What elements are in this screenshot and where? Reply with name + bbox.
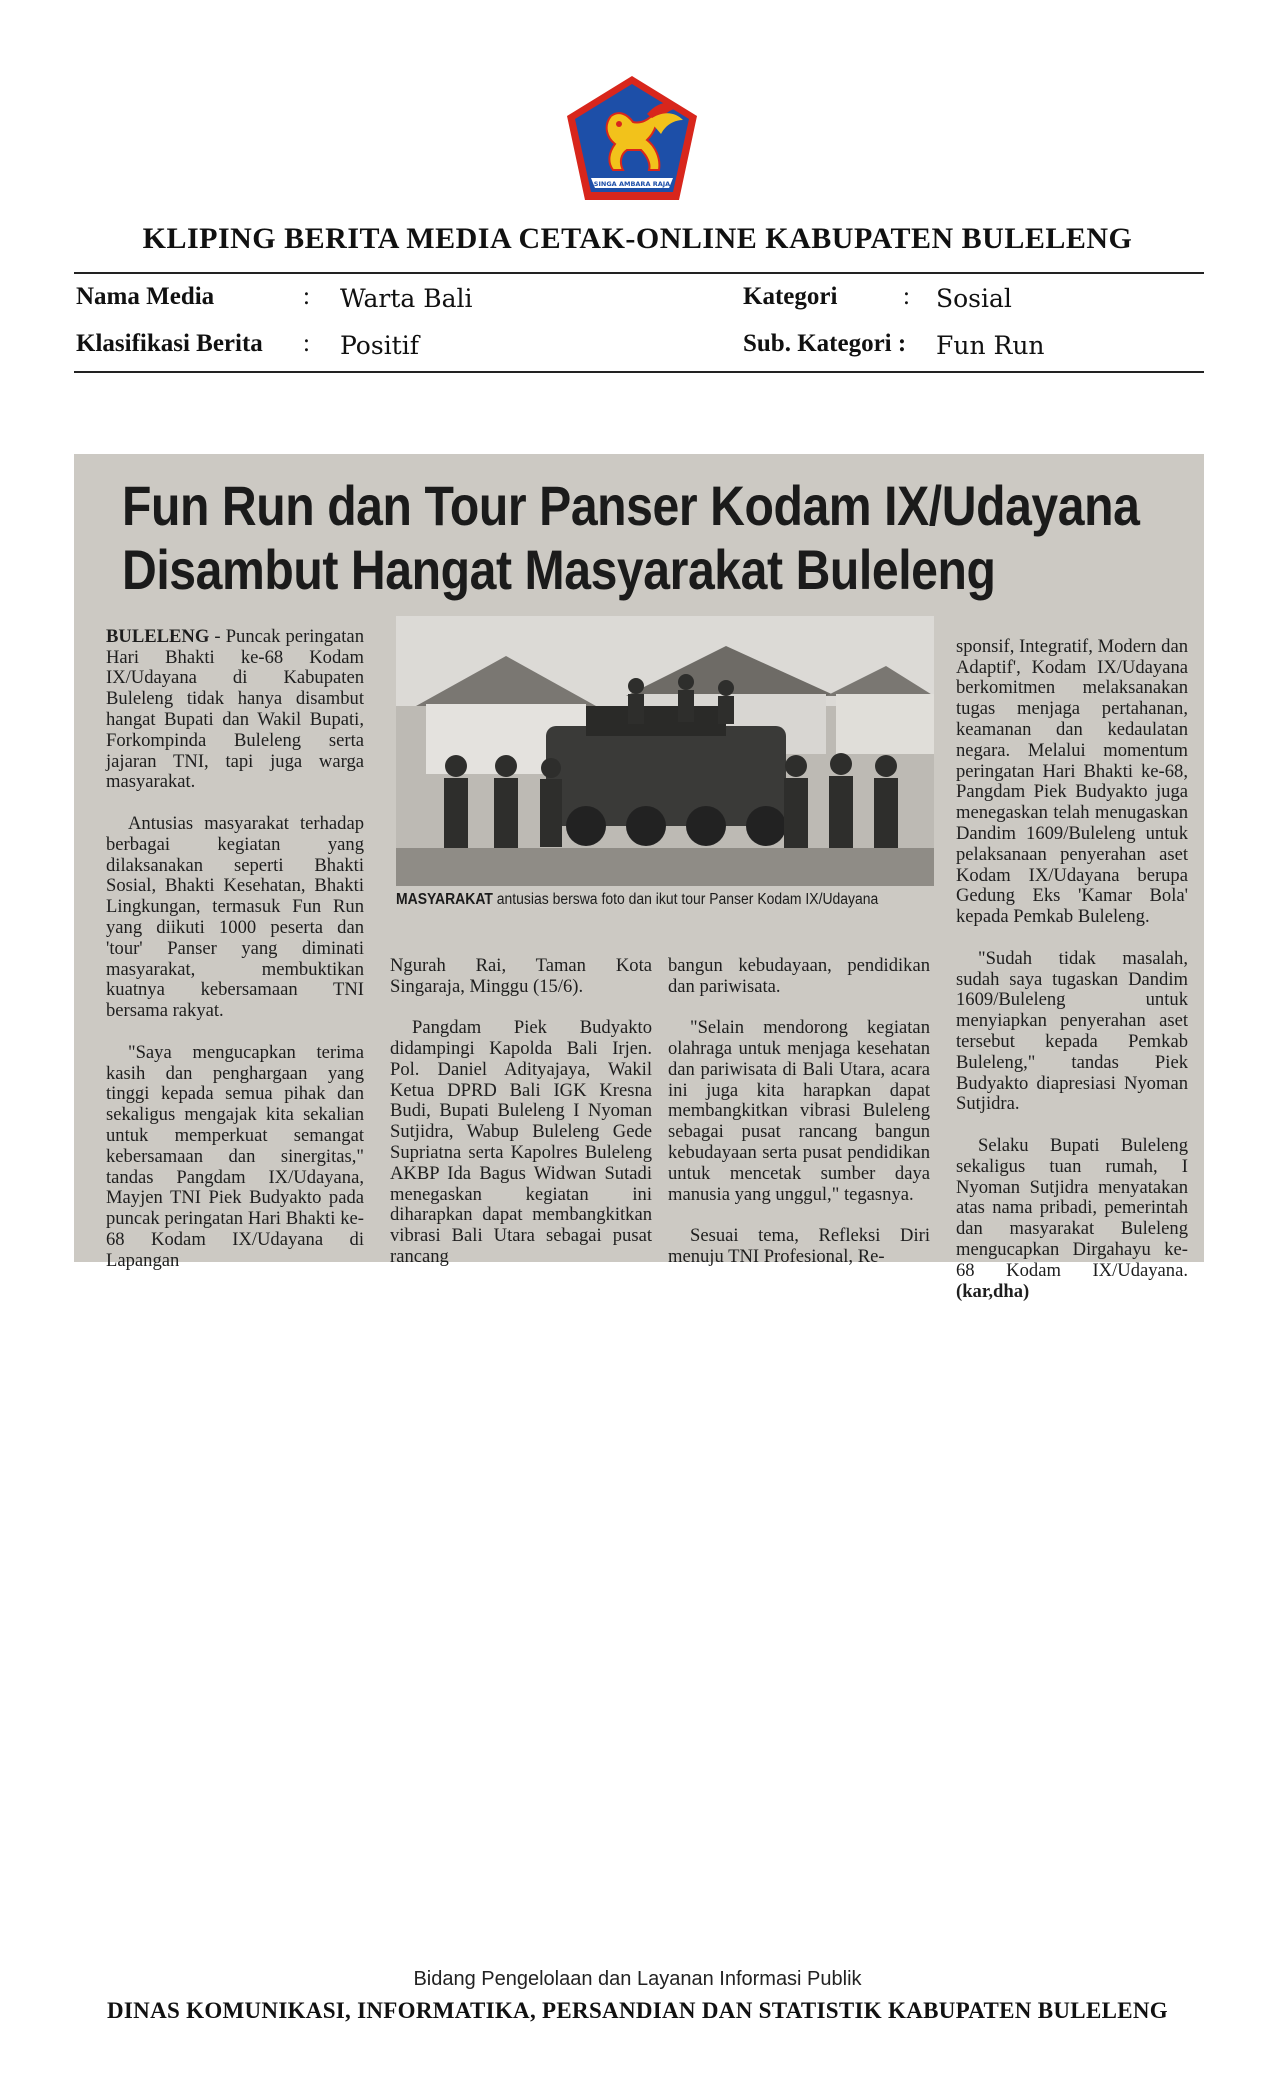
- article-byline: (kar,dha): [956, 1280, 1030, 1302]
- header-divider-bottom: [74, 371, 1204, 373]
- article-photo: [396, 616, 934, 886]
- media-label: Nama Media: [76, 283, 215, 310]
- article-headline-line1: Fun Run dan Tour Panser Kodam IX/Udayana: [122, 474, 1140, 537]
- article-column-3: [668, 935, 930, 1289]
- article-column-4: [956, 616, 1188, 1323]
- article-column-1: [106, 606, 364, 1292]
- article-col3-paragraph-1: bangun kebudayaan, pendidikan dan pariwisata.: [668, 954, 930, 997]
- klasifikasi-value: Positif: [340, 331, 419, 360]
- article-col2-paragraph-1: Ngurah Rai, Taman Kota Singaraja, Minggu (15/6).: [390, 954, 652, 997]
- kategori-label: Kategori: [743, 283, 838, 310]
- klasifikasi-label: Klasifikasi Berita: [76, 330, 263, 357]
- footer-department: Bidang Pengelolaan dan Layanan Informasi Publik: [413, 1968, 862, 1990]
- newspaper-clipping: [74, 454, 1204, 1302]
- article-col2-paragraph-2: Pangdam Piek Budyakto didampingi Kapolda Bali Irjen. Pol. Daniel Adityajaya, Wakil Ketua DPRD Bali IGK Kresna Budi, Bupati Buleleng I Nyoman Sutjidra, Wabup Buleleng Gede Supriatna serta Kapolres Buleleng AKBP Ida Bagus Widwan Sutadi menegaskan kegiatan ini diharapkan dapat membangkitkan vibrasi Bali Utara sebagai pusat rancang: [390, 1017, 652, 1267]
- photo-caption-text: antusias berswa foto dan ikut tour Panser Kodam IX/Udayana: [492, 891, 879, 908]
- media-colon: :: [303, 283, 310, 310]
- klasifikasi-colon: :: [303, 330, 310, 357]
- article-dateline: BULELENG: [106, 625, 210, 647]
- article-col3-paragraph-2: "Selain mendorong kegiatan olahraga untuk menjaga kesehatan dan pariwisata di Bali Utara, acara ini juga kita harapkan dapat membangkitkan vibrasi Buleleng sebagai pusat rancang bangun kebudayaan serta pusat pendidikan untuk mencetak sumber daya manusia yang unggul," tegasnya.: [668, 1017, 930, 1205]
- article-col1-paragraph-3: "Saya mengucapkan terima kasih dan penghargaan yang tinggi kepada semua pihak dan sekaligus mengajak kita sekalian untuk memperkuat semangat kebersamaan dan sinergitas," tandas Pangdam IX/Udayana, Mayjen TNI Piek Budyakto pada puncak peringatan Hari Bhakti ke-68 Kodam IX/Udayana di Lapangan: [106, 1041, 364, 1271]
- article-col4-paragraph-1: sponsif, Integratif, Modern dan Adaptif', Kodam IX/Udayana berkomitmen melaksanakan tugas menjaga pertahanan, keamanan dan kedaulatan negara. Melalui momentum peringatan Hari Bhakti ke-68, Pangdam Piek Budyakto juga menegaskan telah menugaskan Dandim 1609/Buleleng untuk pelaksanaan penyerahan aset Kodam IX/Udayana berupa Gedung Eks 'Kamar Bola' kepada Pemkab Buleleng.: [956, 635, 1188, 928]
- footer-agency: DINAS KOMUNIKASI, INFORMATIKA, PERSANDIAN DAN STATISTIK KABUPATEN BULELENG: [107, 1998, 1168, 2023]
- article-headline-line2: Disambut Hangat Masyarakat Buleleng: [122, 538, 996, 601]
- article-col4-paragraph-3-text: Selaku Bupati Buleleng sekaligus tuan rumah, I Nyoman Sutjidra menyatakan atas nama pribadi, pemerintah dan masyarakat Buleleng mengucapkan Dirgahayu ke-68 Kodam IX/Udayana.: [956, 1134, 1188, 1281]
- media-value: Warta Bali: [340, 284, 473, 313]
- article-col1-paragraph-2: Antusias masyarakat terhadap berbagai kegiatan yang dilaksanakan seperti Bhakti Sosial, Bhakti Kesehatan, Bhakti Lingkungan, termasuk Fun Run yang diikuti 1000 peserta dan 'tour' Panser yang diminati masyarakat, membuktikan kuatnya kebersamaan TNI bersama rakyat.: [106, 812, 364, 1022]
- kategori-value: Sosial: [936, 284, 1012, 313]
- logo-banner-text: SINGA AMBARA RAJA: [593, 180, 671, 188]
- article-col1-lead: - Puncak peringatan Hari Bhakti ke-68 Kodam IX/Udayana di Kabupaten Buleleng tidak hanya disambut hangat Bupati dan Wakil Bupati, Forkompinda Buleleng serta jajaran TNI, tapi juga warga masyarakat.: [106, 625, 364, 793]
- article-col4-paragraph-2: "Sudah tidak masalah, sudah saya tugaskan Dandim 1609/Buleleng untuk menyiapkan penyerahan aset tersebut kepada Pemkab Buleleng," tandas Piek Budyakto diapresiasi Nyoman Sutjidra.: [956, 947, 1188, 1115]
- buleleng-crest-logo: [563, 74, 701, 202]
- page-title: KLIPING BERITA MEDIA CETAK-ONLINE KABUPATEN BULELENG: [142, 222, 1133, 255]
- article-column-2: [390, 935, 652, 1289]
- header-divider-top: [74, 272, 1204, 274]
- subkategori-label: Sub. Kategori :: [743, 330, 907, 357]
- photo-caption: [396, 890, 882, 910]
- photo-caption-bold: MASYARAKAT: [396, 891, 493, 908]
- article-col4-paragraph-3: [956, 1136, 1188, 1302]
- subkategori-value: Fun Run: [936, 331, 1045, 360]
- kategori-colon: :: [903, 283, 910, 310]
- article-col3-paragraph-3: Sesuai tema, Refleksi Diri menuju TNI Profesional, Re-: [668, 1225, 930, 1267]
